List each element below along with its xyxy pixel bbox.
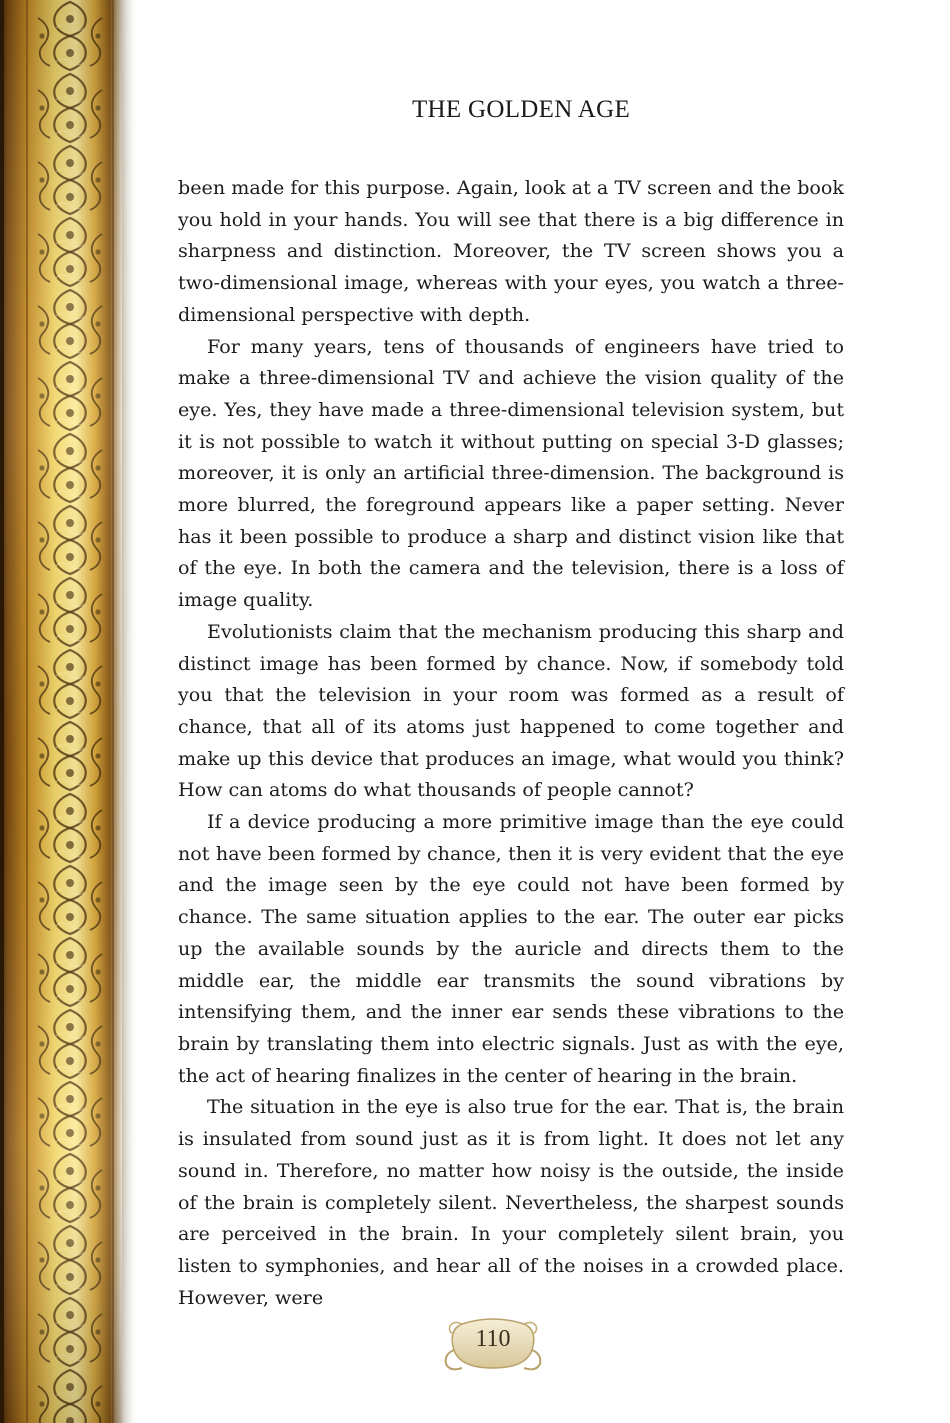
body-text	[178, 172, 844, 1313]
paragraph: For many years, tens of thousands of engineers have tried to make a three-dimensional TV and achieve the vision quality of the eye. Yes, they have made a three-dimensional television system, but it is not possible to watch it without putting on special 3-D glasses; moreover, it is only an artificial three-dimension. The background is more blurred, the foreground appears like a paper setting. Never has it been possible to produce a sharp and distinct vision like that of the eye. In both the camera and the television, there is a loss of image quality.	[178, 334, 844, 612]
paragraph: If a device producing a more primitive image than the eye could not have been formed by chance, then it is very evident that the eye and the image seen by the eye could not have been formed by chance. The same situation applies to the ear. The outer ear picks up the available sounds by the auricle and directs them to the middle ear, the middle ear transmits the sound vibrations by intensifying them, and the inner ear sends these vibrations to the brain by translating them into electric signals. Just as with the eye, the act of hearing finalizes in the center of hearing in the brain.	[178, 810, 844, 1087]
page-number: 110	[475, 1326, 511, 1352]
running-header-title: THE GOLDEN AGE	[411, 96, 631, 123]
page-number-badge	[440, 1316, 546, 1374]
paragraph: Evolutionists claim that the mechanism producing this sharp and distinct image has been formed by chance. Now, if somebody told you that the television in your room was formed as a result of chance, that all of its atoms just happened to come together and make up this device that produces an image, what would you think? How can atoms do what thousands of people cannot?	[178, 619, 844, 802]
ornamental-gold-border	[0, 0, 138, 1423]
paragraph: The situation in the eye is also true for the ear. That is, the brain is insulated from sound just as it is from light. It does not let any sound in. Therefore, no matter how noisy is the outside, the inside of the brain is completely silent. Nevertheless, the sharpest sounds are perceived in the brain. In your completely silent brain, you listen to symphonies, and hear all of the noises in a crowded place. However, were	[178, 1095, 844, 1309]
paragraph: been made for this purpose. Again, look at a TV screen and the book you hold in your hands. You will see that there is a big difference in sharpness and distinction. Moreover, the TV screen shows you a two-dimensional image, whereas with your eyes, you watch a three-dimensional perspective with depth.	[178, 176, 844, 326]
